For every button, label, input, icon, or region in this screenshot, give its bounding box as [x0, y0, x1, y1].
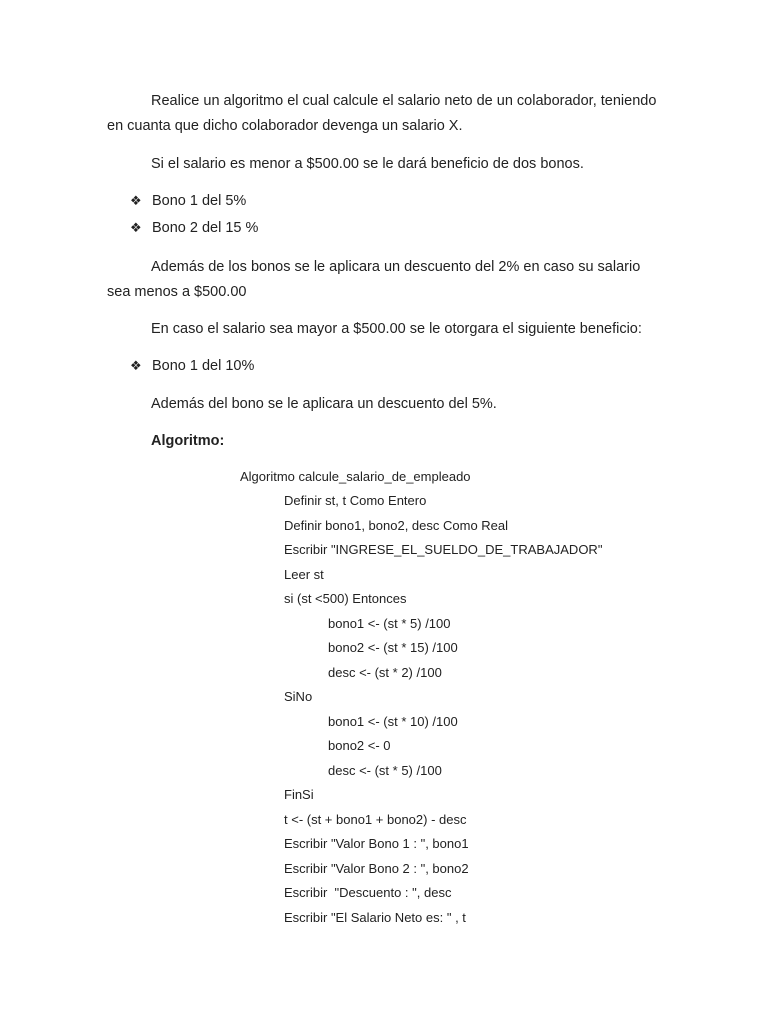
code-line: desc <- (st * 2) /100 [328, 665, 442, 680]
code-line: Definir bono1, bono2, desc Como Real [284, 518, 509, 533]
list-item-text: Bono 1 del 10% [152, 358, 255, 374]
code-line: bono1 <- (st * 5) /100 [328, 616, 451, 631]
code-line: bono2 <- (st * 15) /100 [328, 640, 458, 655]
code-line: Definir st, t Como Entero [284, 493, 427, 508]
code-line: SiNo [284, 689, 313, 704]
code-line: t <- (st + bono1 + bono2) - desc [284, 812, 467, 827]
code-line: Algoritmo calcule_salario_de_empleado [240, 469, 471, 484]
code-line: Escribir "El Salario Neto es: " , t [284, 910, 466, 925]
list-item-text: Bono 1 del 5% [152, 193, 247, 209]
diamond-bullet-icon: ❖ [130, 220, 142, 235]
algorithm-heading: Algoritmo: [151, 433, 225, 449]
code-line: Escribir "Valor Bono 1 : ", bono1 [284, 836, 469, 851]
code-line: Escribir "INGRESE_EL_SUELDO_DE_TRABAJADOR" [284, 542, 603, 557]
diamond-bullet-icon: ❖ [130, 193, 142, 208]
list-item [130, 191, 246, 211]
paragraph-discount-low: Además de los bonos se le aplicara un descuento del 2% en caso su salario sea menos a $500.00 [107, 259, 641, 300]
code-line: Escribir "Descuento : ", desc [284, 885, 452, 900]
paragraph-condition-high: En caso el salario sea mayor a $500.00 se le otorgara el siguiente beneficio: [151, 321, 642, 337]
code-line: desc <- (st * 5) /100 [328, 763, 442, 778]
list-item-text: Bono 2 del 15 % [152, 220, 259, 236]
code-line: bono1 <- (st * 10) /100 [328, 714, 458, 729]
paragraph-condition-low: Si el salario es menor a $500.00 se le dará beneficio de dos bonos. [151, 156, 584, 172]
code-line: FinSi [284, 787, 314, 802]
diamond-bullet-icon: ❖ [130, 358, 142, 373]
paragraph-discount-high: Además del bono se le aplicara un descuento del 5%. [151, 396, 497, 412]
list-item [130, 356, 254, 376]
code-line: Leer st [284, 567, 324, 582]
code-line: si (st <500) Entonces [284, 591, 407, 606]
paragraph-intro: Realice un algoritmo el cual calcule el salario neto de un colaborador, teniendo en cuanta que dicho colaborador devenga un salario X. [107, 93, 657, 134]
code-line: Escribir "Valor Bono 2 : ", bono2 [284, 861, 469, 876]
code-line: bono2 <- 0 [328, 738, 391, 753]
list-item [130, 218, 258, 238]
